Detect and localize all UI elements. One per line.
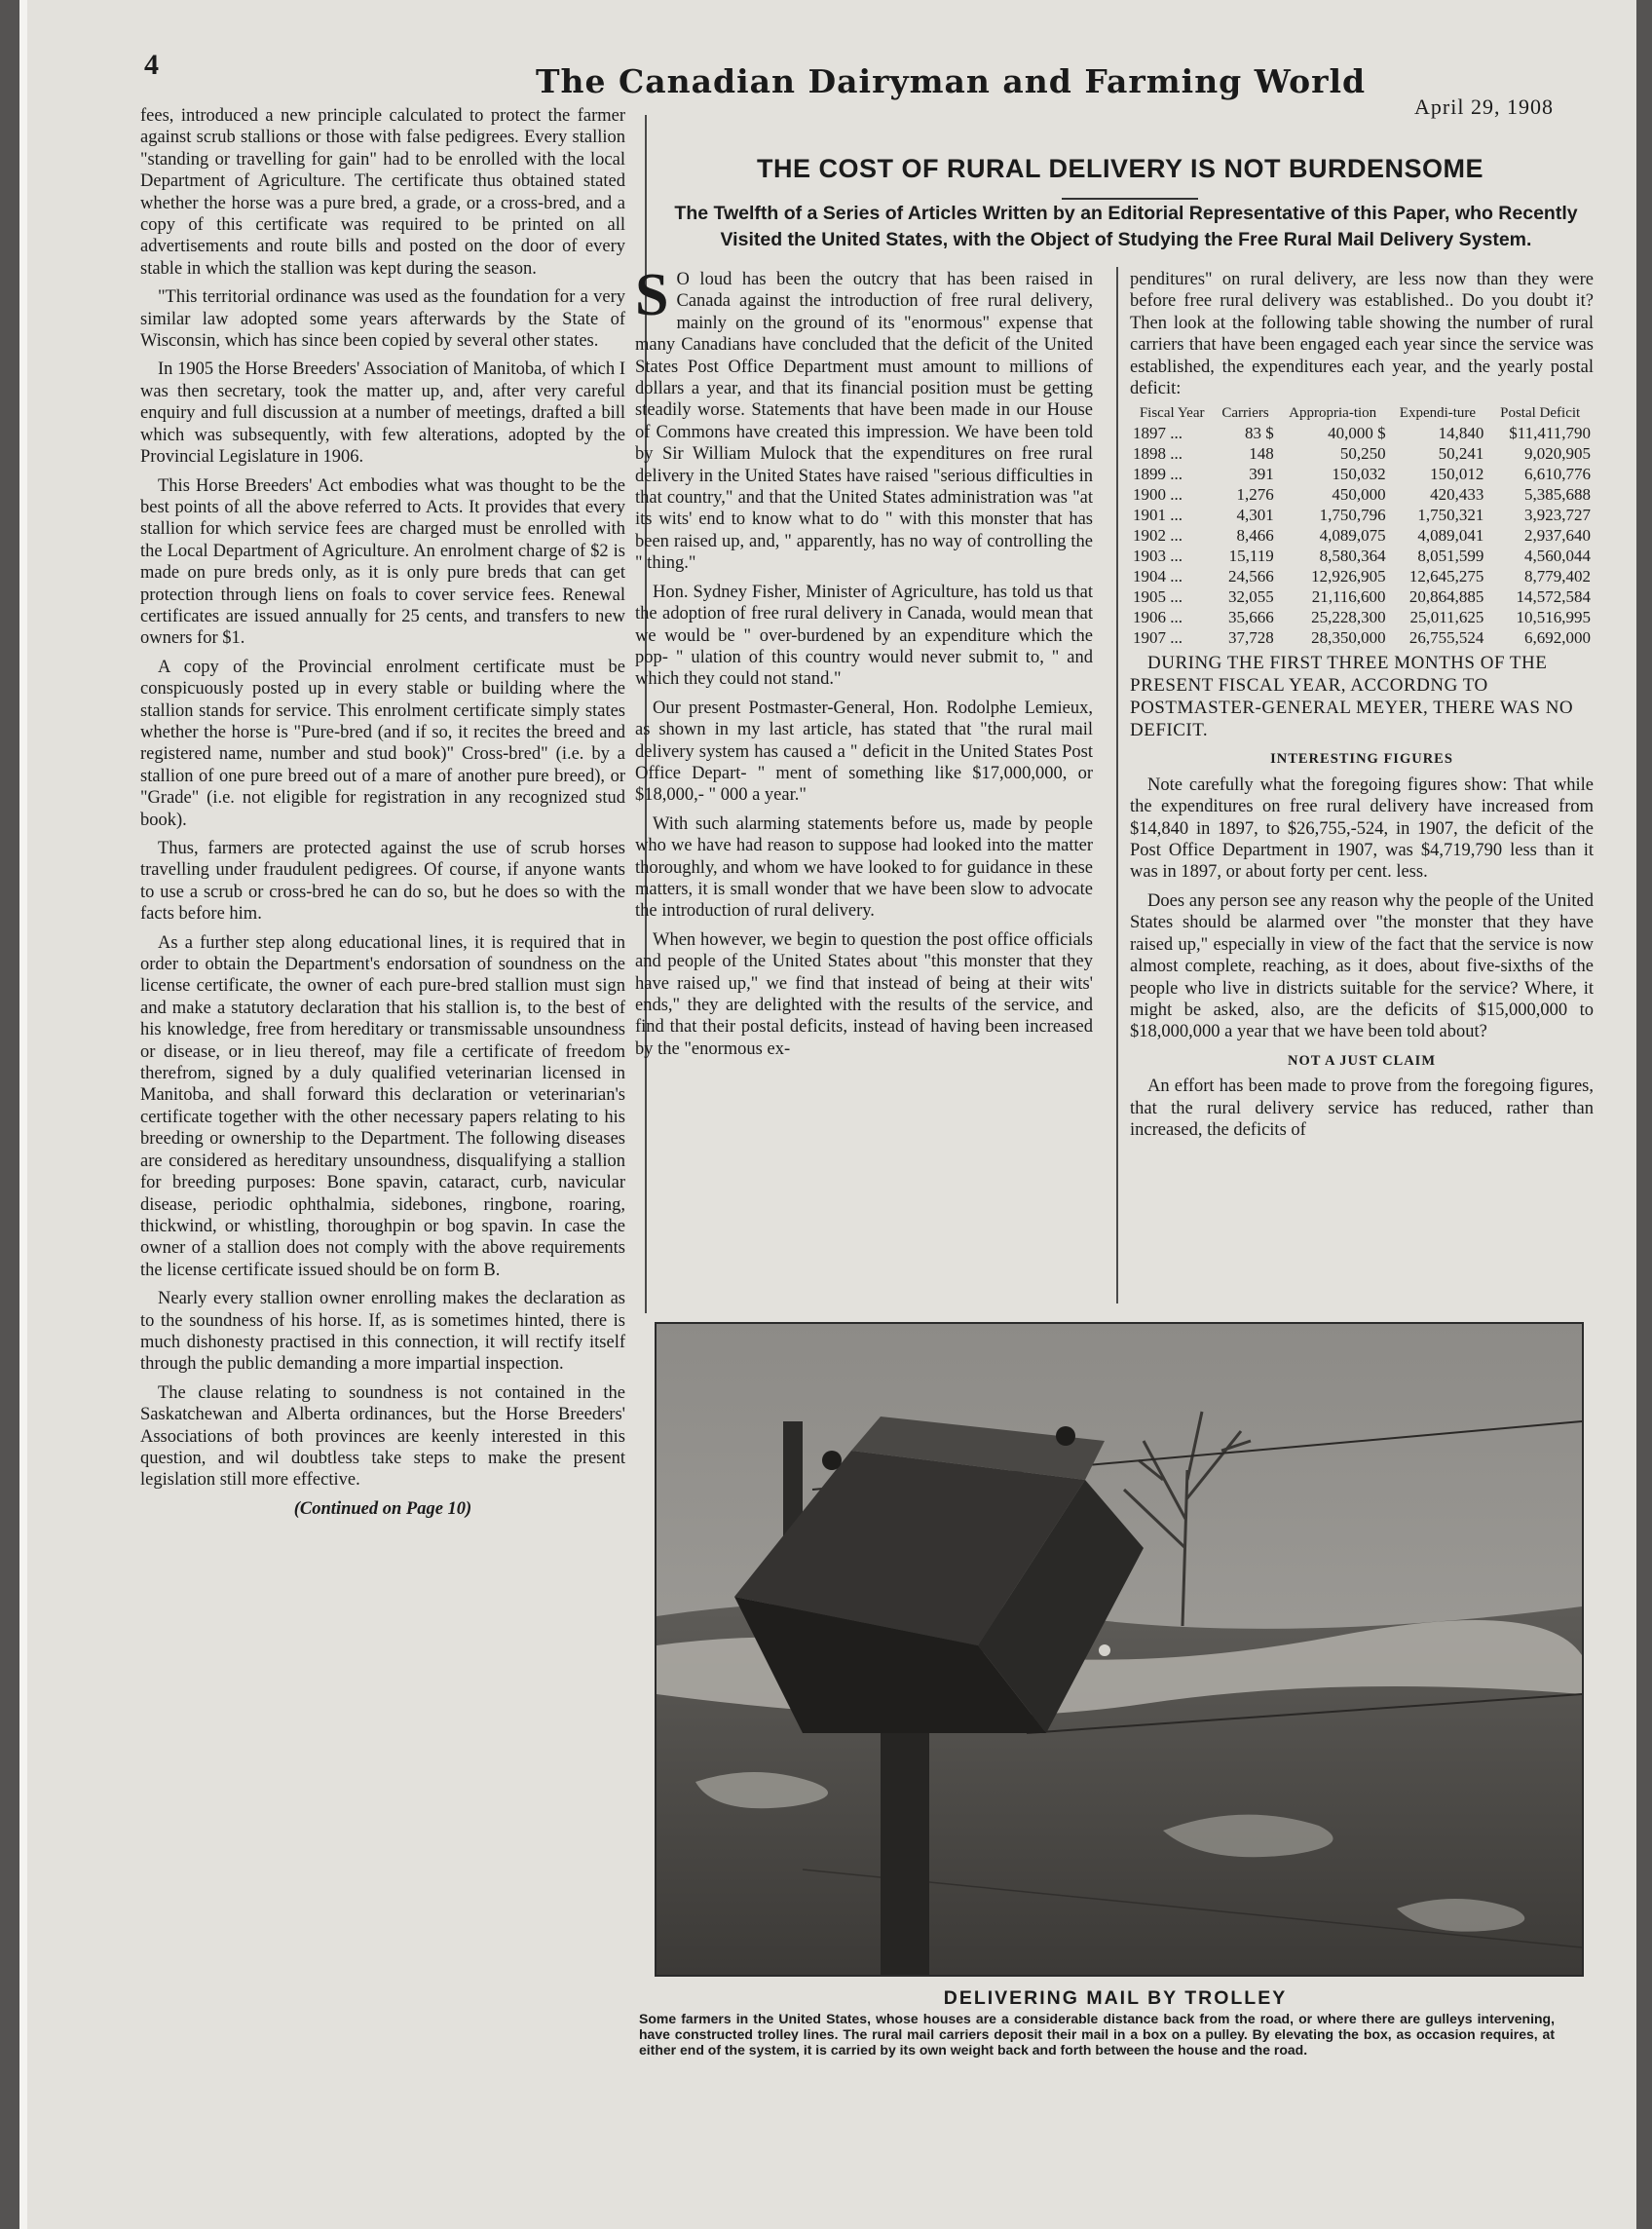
mid-paragraph: When however, we begin to question the post office officials and people of the United States about "this monster that they have raised up," we find that instead of being at their wits' ends," they are delighted with the results of the service, and find that their postal deficits, instead of having been increased by the "enormous ex- (635, 929, 1093, 1059)
middle-column (635, 262, 1093, 1067)
table-body (1130, 423, 1594, 648)
table-cell: 21,116,600 (1311, 587, 1386, 607)
column-rule (1116, 267, 1118, 1303)
table-cell: 14,840 (1438, 424, 1484, 443)
table-row (1130, 464, 1594, 484)
right-column (1130, 269, 1594, 1148)
mid-paragraph: Our present Postmaster-General, Hon. Rodolphe Lemieux, as shown in my last article, has stated that "the rural mail delivery system has caused a " deficit in the United States Post Office Depart- " ment of something like $17,000,000, or $18,000,- " 000 a year." (635, 698, 1093, 806)
table-cell: 50,241 (1438, 444, 1484, 464)
left-paragraph: The clause relating to soundness is not contained in the Saskatchewan and Alberta ordinances, but the Horse Breeders' Associations of both provinces are keenly interested in this question, and wil doubtless take steps to make the present legislation still more effective. (140, 1382, 625, 1491)
right-paragraph: Note carefully what the foregoing figures show: That while the expenditures on free rural delivery have increased from $14,840 in 1897, to $26,755,-524, in 1907, the deficit of the Post Office Department in 1907, was $4,719,790 less than it was in 1897, or about forty per cent. less. (1130, 774, 1594, 883)
table-cell: 83 $ (1245, 424, 1274, 443)
newspaper-page (19, 0, 1636, 2229)
table-header: Carriers (1221, 405, 1269, 422)
right-paragraph: An effort has been made to prove from the foregoing figures, that the rural delivery service has reduced, rather than increased, the deficits of (1130, 1077, 1594, 1140)
table-row (1130, 525, 1594, 546)
article-headline: THE COST OF RURAL DELIVERY IS NOT BURDENSOME (756, 154, 1484, 183)
no-deficit-note: DURING THE FIRST THREE MONTHS OF THE PRESENT FISCAL YEAR, ACCORDNG TO POSTMASTER-GENERAL MEYER, THERE WAS NO DEFICIT. (1130, 653, 1574, 741)
mid-paragraph: With such alarming statements before us, made by people who we have had reason to suppose had looked into the matter thoroughly, and whom we have looked to for guidance in these matters, it is small wonder that we have been slow to advocate the introduction of rural delivery. (635, 813, 1093, 922)
left-paragraph: In 1905 the Horse Breeders' Association of Manitoba, of which I was then secretary, took the matter up, and, after very careful enquiry and full discussion at a number of meetings, drafted a bill which was subsequently, with few alterations, adopted by the Provincial Legislature in 1906. (140, 359, 625, 468)
table-cell: 4,301 (1236, 506, 1274, 525)
left-paragraph: Thus, farmers are protected against the use of scrub horses travelling under fraudulent pedigrees. Of course, if anyone wants to use a scrub or cross-bred he can do so, but he does so with the facts before him. (140, 839, 625, 925)
table-row (1130, 423, 1594, 443)
table-cell: 1902 ... (1133, 526, 1183, 546)
table-cell: 25,228,300 (1311, 608, 1386, 627)
left-paragraph: fees, introduced a new principle calculated to protect the farmer against scrub stallions or those with false pedigrees. Every stallion "standing or travelling for gain" had to be enrolled with the local Department of Agriculture. The certificate thus obtained stated whether the horse was a pure bred, a grade, or a cross-bred, and a copy of this certificate was required to be printed on all advertisements and route bills and posted on the door of every stable in which the stallion was kept during the season. (140, 106, 625, 279)
deficit-table (1130, 406, 1594, 648)
table-cell: 2,937,640 (1524, 526, 1591, 546)
mailbox-trolley-photo (655, 1322, 1584, 1977)
table-cell: 4,089,041 (1417, 526, 1484, 546)
section-heading: INTERESTING FIGURES (1270, 751, 1453, 768)
table-cell: 8,466 (1236, 526, 1274, 546)
table-cell: 391 (1249, 465, 1274, 484)
table-cell: 1899 ... (1133, 465, 1183, 484)
table-header-row (1130, 406, 1594, 423)
right-paragraph: Does any person see any reason why the people of the United States should be alarmed over "the monster that they have raised up," especially in view of the fact that the service is now almost complete, reaching, as it does, about five-sixths of the people who live in districts suitable for the service? Where, it might be asked, also, are the deficits of $15,000,000 to $18,000,000 a year that we have been told about? (1130, 890, 1594, 1042)
table-row (1130, 546, 1594, 566)
table-row (1130, 586, 1594, 607)
table-row (1130, 607, 1594, 627)
table-cell: 32,055 (1228, 587, 1274, 607)
table-cell: 1,276 (1236, 485, 1274, 505)
table-cell: 1905 ... (1133, 587, 1183, 607)
table-cell: 1906 ... (1133, 608, 1183, 627)
table-cell: 1907 ... (1133, 628, 1183, 648)
table-cell: 1,750,321 (1417, 506, 1484, 525)
table-cell: 9,020,905 (1524, 444, 1591, 464)
left-column (140, 105, 625, 1520)
table-row (1130, 566, 1594, 586)
table-cell: 50,250 (1339, 444, 1386, 464)
table-cell: 420,433 (1430, 485, 1484, 505)
table-cell: 4,089,075 (1319, 526, 1386, 546)
right-intro: penditures" on rural delivery, are less now than they were before free rural delivery was established.. Do you doubt it? Then look at the following table showing the number of rural carriers that have been engaged each year since the service was established, the expenditures each year, and the yearly postal deficit: (1130, 270, 1594, 399)
continued-notice: (Continued on Page 10) (293, 1498, 472, 1519)
table-cell: 450,000 (1332, 485, 1386, 505)
photo-illustration (657, 1324, 1582, 1975)
left-paragraph: A copy of the Provincial enrolment certificate must be conspicuously posted up in every stable or building where the stallion stands for service. This enrolment certificate simply states whether the horse is "Pure-bred (and if so, it recites the breed and registered name, number and stud book)" Cross-bred" (i.e. by a stallion of one pure breed out of a mare of another pure breed), or "Grade" (i.e. not eligible for registration in any recognized stud book). (140, 657, 625, 830)
table-cell: 6,610,776 (1524, 465, 1591, 484)
drop-cap: S (635, 262, 669, 328)
section-heading: NOT A JUST CLAIM (1287, 1052, 1437, 1069)
mid-paragraph: Hon. Sydney Fisher, Minister of Agriculture, has told us that the adoption of free rural delivery in Canada, would mean that we would be " over-burdened by an expenditure which the pop- " ulation of this country would never submit to, " and which they could not stand." (635, 582, 1093, 690)
table-cell: 15,119 (1228, 547, 1274, 566)
table-cell: 12,645,275 (1408, 567, 1484, 586)
table-cell: 6,692,000 (1524, 628, 1591, 648)
table-row (1130, 505, 1594, 525)
table-cell: 1,750,796 (1319, 506, 1386, 525)
table-row (1130, 627, 1594, 648)
table-cell: 25,011,625 (1409, 608, 1484, 627)
masthead: The Canadian Dairyman and Farming World (536, 62, 1367, 100)
table-cell: 26,755,524 (1408, 628, 1484, 648)
table-cell: 20,864,885 (1408, 587, 1484, 607)
page-number: 4 (144, 49, 159, 81)
photo-caption-title: DELIVERING MAIL BY TROLLEY (943, 1987, 1288, 2009)
table-cell: 1897 ... (1133, 424, 1183, 443)
table-cell: 35,666 (1228, 608, 1274, 627)
left-paragraph: Nearly every stallion owner enrolling makes the declaration as to the soundness of his horse. If, as is sometimes hinted, there is much dishonesty practised in this connection, it will rectify itself through the public demanding a more impartial inspection. (140, 1289, 625, 1375)
table-cell: 3,923,727 (1524, 506, 1591, 525)
table-cell: 1903 ... (1133, 547, 1183, 566)
table-cell: 8,580,364 (1319, 547, 1386, 566)
headline-divider (1062, 198, 1198, 200)
table-header: Postal Deficit (1500, 405, 1581, 422)
table-cell: 8,779,402 (1524, 567, 1591, 586)
page-edge (19, 0, 27, 2229)
table-header: Expendi-ture (1399, 405, 1477, 422)
table-cell: 4,560,044 (1524, 547, 1591, 566)
lead-paragraph (635, 262, 1093, 575)
table-cell: 148 (1249, 444, 1274, 464)
table-cell: 28,350,000 (1311, 628, 1386, 648)
table-cell: 14,572,584 (1516, 587, 1591, 607)
table-cell: 150,012 (1430, 465, 1484, 484)
table-cell: 5,385,688 (1524, 485, 1591, 505)
table-cell: 40,000 $ (1328, 424, 1386, 443)
left-paragraph: This Horse Breeders' Act embodies what was thought to be the best points of all the above referred to Acts. It provides that every stallion for which service fees are charged must be enrolled with the Local Department of Agriculture. An enrolment charge of $2 is made on pure breds only, as it is only pure breds that can get protection through liens on foals to cover service fees. Renewal certificates are issued annually for 25 cents, and transfers to new owners for $1. (140, 475, 625, 649)
table-cell: 8,051,599 (1417, 547, 1484, 566)
table-cell: 10,516,995 (1516, 608, 1591, 627)
table-header: Fiscal Year (1139, 405, 1205, 422)
table-cell: 1901 ... (1133, 506, 1183, 525)
table-cell: 1898 ... (1133, 444, 1183, 464)
left-paragraph: "This territorial ordinance was used as the foundation for a very similar law adopted some years afterwards by the State of Wisconsin, which has since been copied by several other states. (140, 287, 625, 352)
photo-caption: Some farmers in the United States, whose houses are a considerable distance back from the road, or where there are gulleys intervening, have constructed trolley lines. The rural mail carriers deposit their mail in a box on a pulley. By elevating the box, as occasion requires, at either end of the system, it is carried by its own weight back and forth between the house and the road. (639, 2011, 1555, 2058)
left-paragraph: As a further step along educational lines, it is required that in order to obtain the Department's endorsation of soundness on the license certificate, the owner of each pure-bred stallion must sign and make a statutory declaration that his stallion is, to the best of his knowledge, free from hereditary or transmissable unsoundness or disease, or in lieu thereof, may file a certificate of freedom therefrom, signed by a duly qualified veterinarian licensed in Manitoba, and shall forward this declaration or veterinarian's certificate together with the other necessary papers relating to his breeding or ownership to the Department. The following diseases are considered as hereditary unsoundness, disqualifying a stallion for breeding purposes: Bone spavin, cataract, curb, navicular disease, periodic ophthalmia, sidebones, ringbone, roaring, thickwind, or whistling, thoroughpin or bog spavin. In case the owner of a stallion does not comply with the above requirements the license certificate issued should be on form B. (140, 932, 625, 1280)
article-subhead: The Twelfth of a Series of Articles Written by an Editorial Representative of this Paper, who Recently Visited the United States, with the Object of Studying the Free Rural Mail Delivery System. (674, 203, 1578, 250)
table-cell: 24,566 (1228, 567, 1274, 586)
table-cell: 150,032 (1332, 465, 1386, 484)
table-header: Appropria-tion (1289, 405, 1377, 422)
issue-date: April 29, 1908 (1414, 94, 1554, 119)
table-cell: 37,728 (1228, 628, 1274, 648)
table-row (1130, 484, 1594, 505)
table-cell: 1904 ... (1133, 567, 1183, 586)
table-cell: 1900 ... (1133, 485, 1183, 505)
table-cell: 12,926,905 (1311, 567, 1386, 586)
table-row (1130, 443, 1594, 464)
table-cell: $11,411,790 (1509, 424, 1591, 443)
lead-text: O loud has been the outcry that has been raised in Canada against the introduction of free rural delivery, mainly on the ground of its "enormous" expense that many Canadians have concluded that the deficit of the United States Post Office Department must amount to millions of dollars a year, and that its financial position must be getting steadily worse. Statements that have been made in our House of Commons have created this impression. We have been told by Sir William Mulock that the expenditures on free rural delivery in the United States have raised "serious difficulties in that country," and that the United States administration was "at its wits' end to know what to do " with this monster that has been raised up, and, " apparently, has no way of controlling the " thing." (635, 270, 1093, 574)
